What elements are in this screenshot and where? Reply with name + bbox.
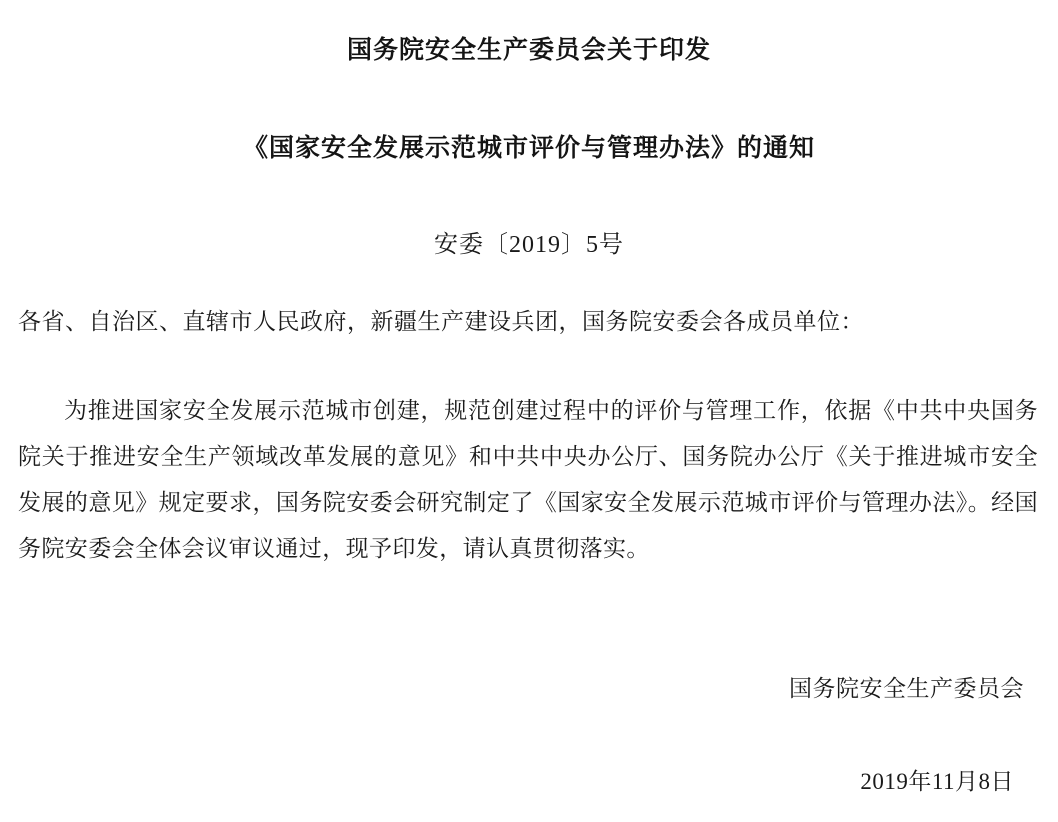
- document-title-line-1: 国务院安全生产委员会关于印发: [346, 36, 711, 64]
- document-salutation: 各省、自治区、直辖市人民政府，新疆生产建设兵团，国务院安委会各成员单位：: [18, 309, 864, 334]
- document-signer: 国务院安全生产委员会: [789, 676, 1024, 701]
- document-sign-date: 2019年11月8日: [860, 769, 1014, 794]
- document-number: 安委〔2019〕5号: [434, 232, 624, 258]
- document-title-line-2: 《国家安全发展示范城市评价与管理办法》的通知: [242, 134, 815, 162]
- signature-block: [789, 670, 1024, 796]
- document-body-paragraph: 为推进国家安全发展示范城市创建，规范创建过程中的评价与管理工作，依据《中共中央国务院关于推进安全生产领域改革发展的意见》和中共中央办公厅、国务院办公厅《关于推进城市安全发展的意见》规定要求，国务院安委会研究制定了《国家安全发展示范城市评价与管理办法》。经国务院安委会全体会议审议通过，现予印发，请认真贯彻落实。: [18, 397, 1038, 561]
